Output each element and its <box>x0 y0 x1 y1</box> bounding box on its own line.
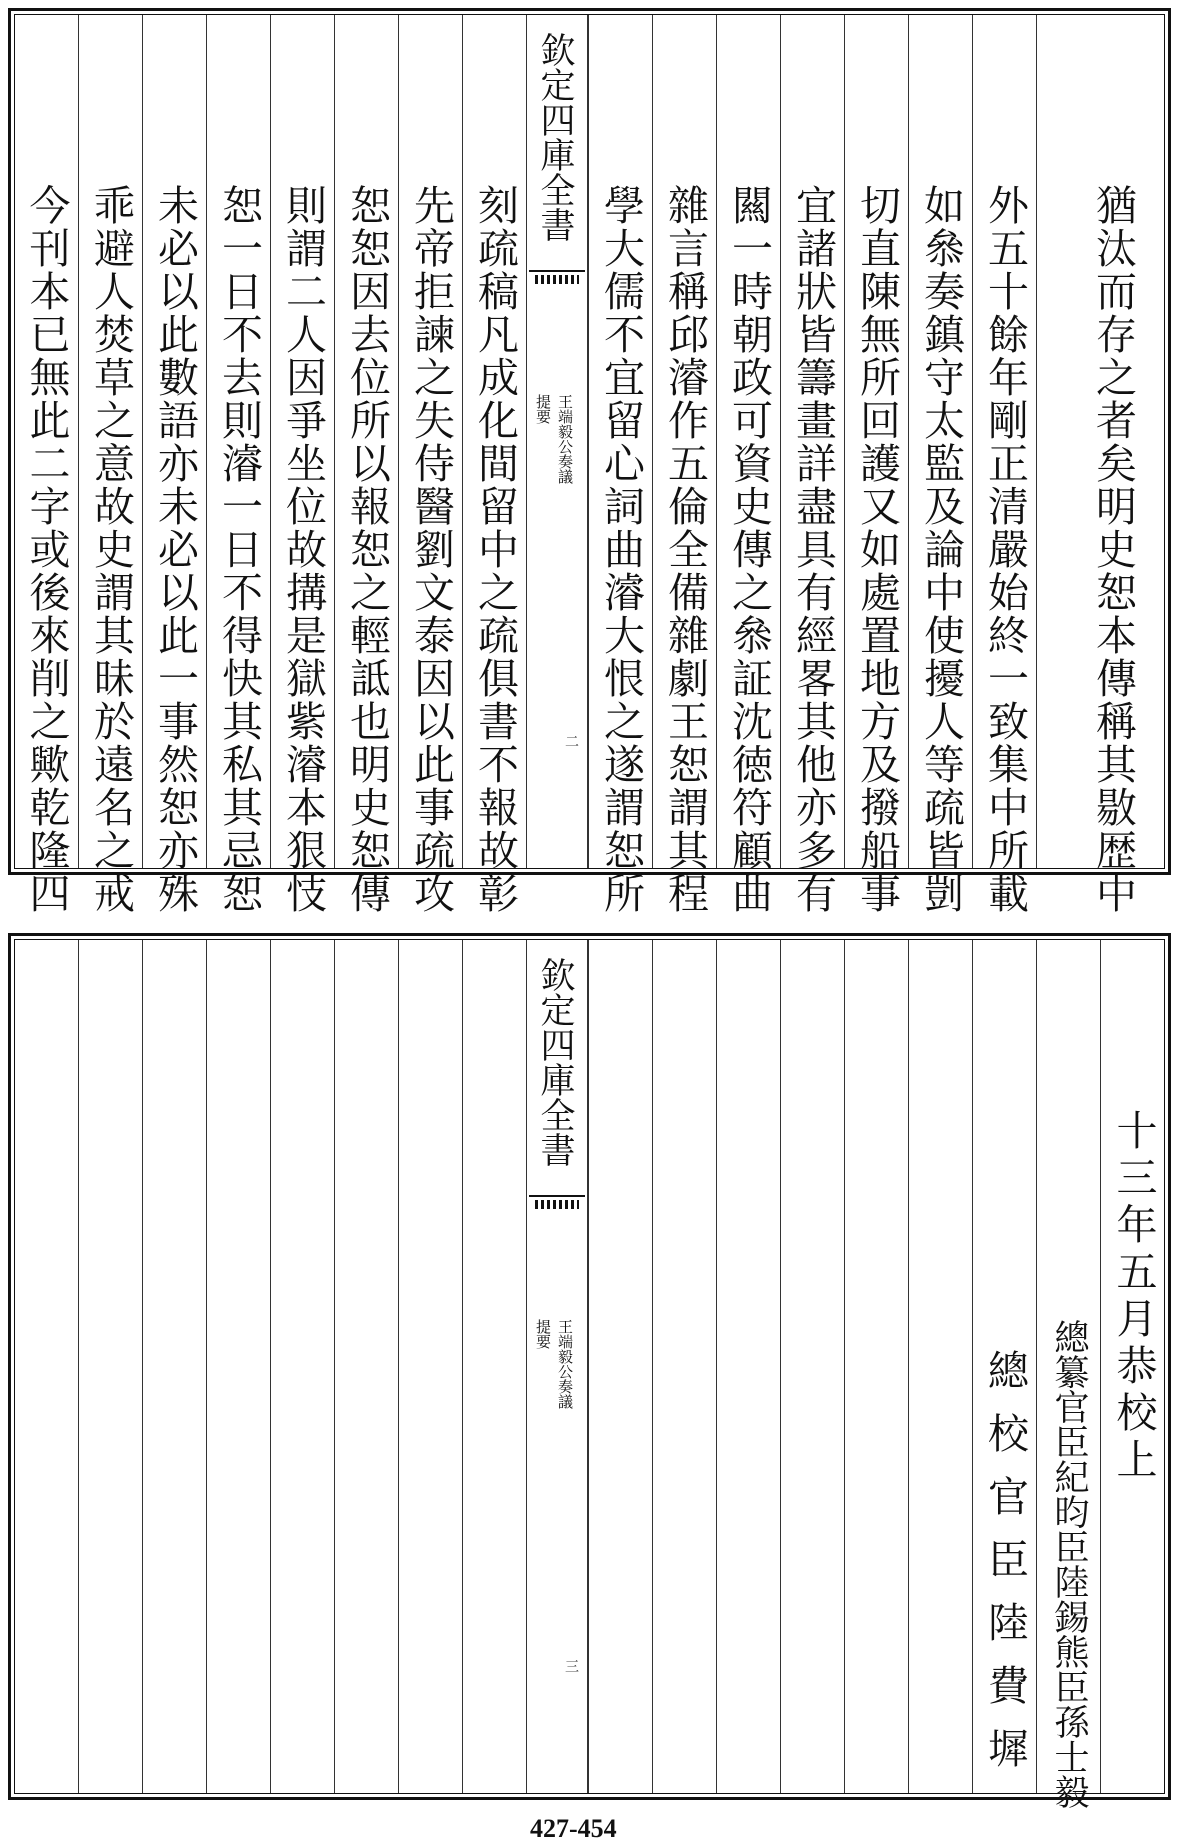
blank-column <box>652 939 716 1794</box>
text-column <box>78 14 142 915</box>
center-fold <box>526 939 588 1794</box>
column-text: 學大儒不宜留心詞曲濬大恨之遂謂恕所 <box>597 184 645 915</box>
blank-column <box>716 939 780 1794</box>
text-column <box>588 14 652 915</box>
bottom-page <box>8 933 1171 1809</box>
column-text: 宜諸狀皆籌畫詳盡具有經畧其他亦多有 <box>789 184 837 915</box>
blank-column <box>972 939 1036 1794</box>
text-column <box>398 14 462 915</box>
column-text: 切直陳無所回護又如處置地方及撥船事 <box>853 184 901 915</box>
text-column <box>142 14 206 915</box>
blank-column <box>908 939 972 1794</box>
column-text: 先帝拒諫之失侍醫劉文泰因以此事疏攻 <box>407 184 455 915</box>
book-series-title: 欽定四庫全書 <box>535 957 575 1167</box>
text-column <box>270 14 334 915</box>
page-number: 三 <box>563 1659 579 1673</box>
section-label: 提要 <box>534 1319 552 1349</box>
text-column <box>1036 14 1165 915</box>
column-text: 闗一時朝政可資史傳之叅証沈徳符顧曲 <box>725 184 773 915</box>
fishtail-mark <box>529 270 585 288</box>
text-column <box>206 14 270 915</box>
compiler-line: 總纂官臣紀昀臣陸錫熊臣孫士毅 <box>1049 1319 1089 1809</box>
text-column <box>14 14 78 915</box>
top-page <box>8 8 1171 915</box>
blank-column <box>398 939 462 1794</box>
book-title: 王端毅公奏議 <box>556 394 574 484</box>
column-text: 如叅奏鎮守太監及論中使擾人等疏皆剴 <box>917 184 965 915</box>
column-text: 刻疏稿凡成化間留中之疏俱書不報故彰 <box>471 184 519 915</box>
text-column <box>1100 939 1165 1794</box>
date-line: 十三年五月恭校上 <box>1109 1109 1158 1485</box>
text-column <box>652 14 716 915</box>
column-text: 乖避人焚草之意故史謂其昧於遠名之戒 <box>87 184 135 915</box>
column-text: 雜言稱邱濬作五倫全備雜劇王恕謂其程 <box>661 184 709 915</box>
column-text: 恕一日不去則濬一日不得快其私其忌恕 <box>215 184 263 915</box>
column-text: 恕恕因去位所以報恕之輕詆也明史恕傳 <box>343 184 391 915</box>
blank-column <box>270 939 334 1794</box>
page-number: 二 <box>563 734 579 748</box>
center-fold <box>526 14 588 869</box>
volume-page-number: 427-454 <box>530 1814 617 1843</box>
text-column <box>462 14 526 915</box>
column-text: 則謂二人因爭坐位故搆是獄紫濬本狠忮 <box>279 184 327 915</box>
text-column <box>908 14 972 915</box>
blank-column <box>844 939 908 1794</box>
book-title: 王端毅公奏議 <box>556 1319 574 1409</box>
book-series-title: 欽定四庫全書 <box>535 32 575 242</box>
column-text: 今刊本已無此二字或後來削之歟乾隆四 <box>22 184 71 915</box>
column-text: 未必以此數語亦未必以此一事然恕亦殊 <box>151 184 199 915</box>
blank-column <box>206 939 270 1794</box>
blank-column <box>588 939 652 1794</box>
column-text: 外五十餘年剛正清嚴始終一致集中所載 <box>981 184 1029 915</box>
fishtail-mark <box>529 1195 585 1213</box>
text-column <box>844 14 908 915</box>
blank-column <box>334 939 398 1794</box>
blank-column <box>462 939 526 1794</box>
text-column <box>972 14 1036 915</box>
blank-column <box>780 939 844 1794</box>
text-column <box>334 14 398 915</box>
text-column <box>780 14 844 915</box>
blank-column <box>78 939 142 1794</box>
blank-column <box>142 939 206 1794</box>
text-column <box>1036 939 1100 1809</box>
section-label: 提要 <box>534 394 552 424</box>
column-text: 猶汰而存之者矣明史恕本傳稱其敭歴中 <box>1089 184 1137 915</box>
text-column <box>716 14 780 915</box>
blank-column <box>14 939 78 1794</box>
collator-line: 總校官臣陸費墀 <box>981 1349 1029 1790</box>
